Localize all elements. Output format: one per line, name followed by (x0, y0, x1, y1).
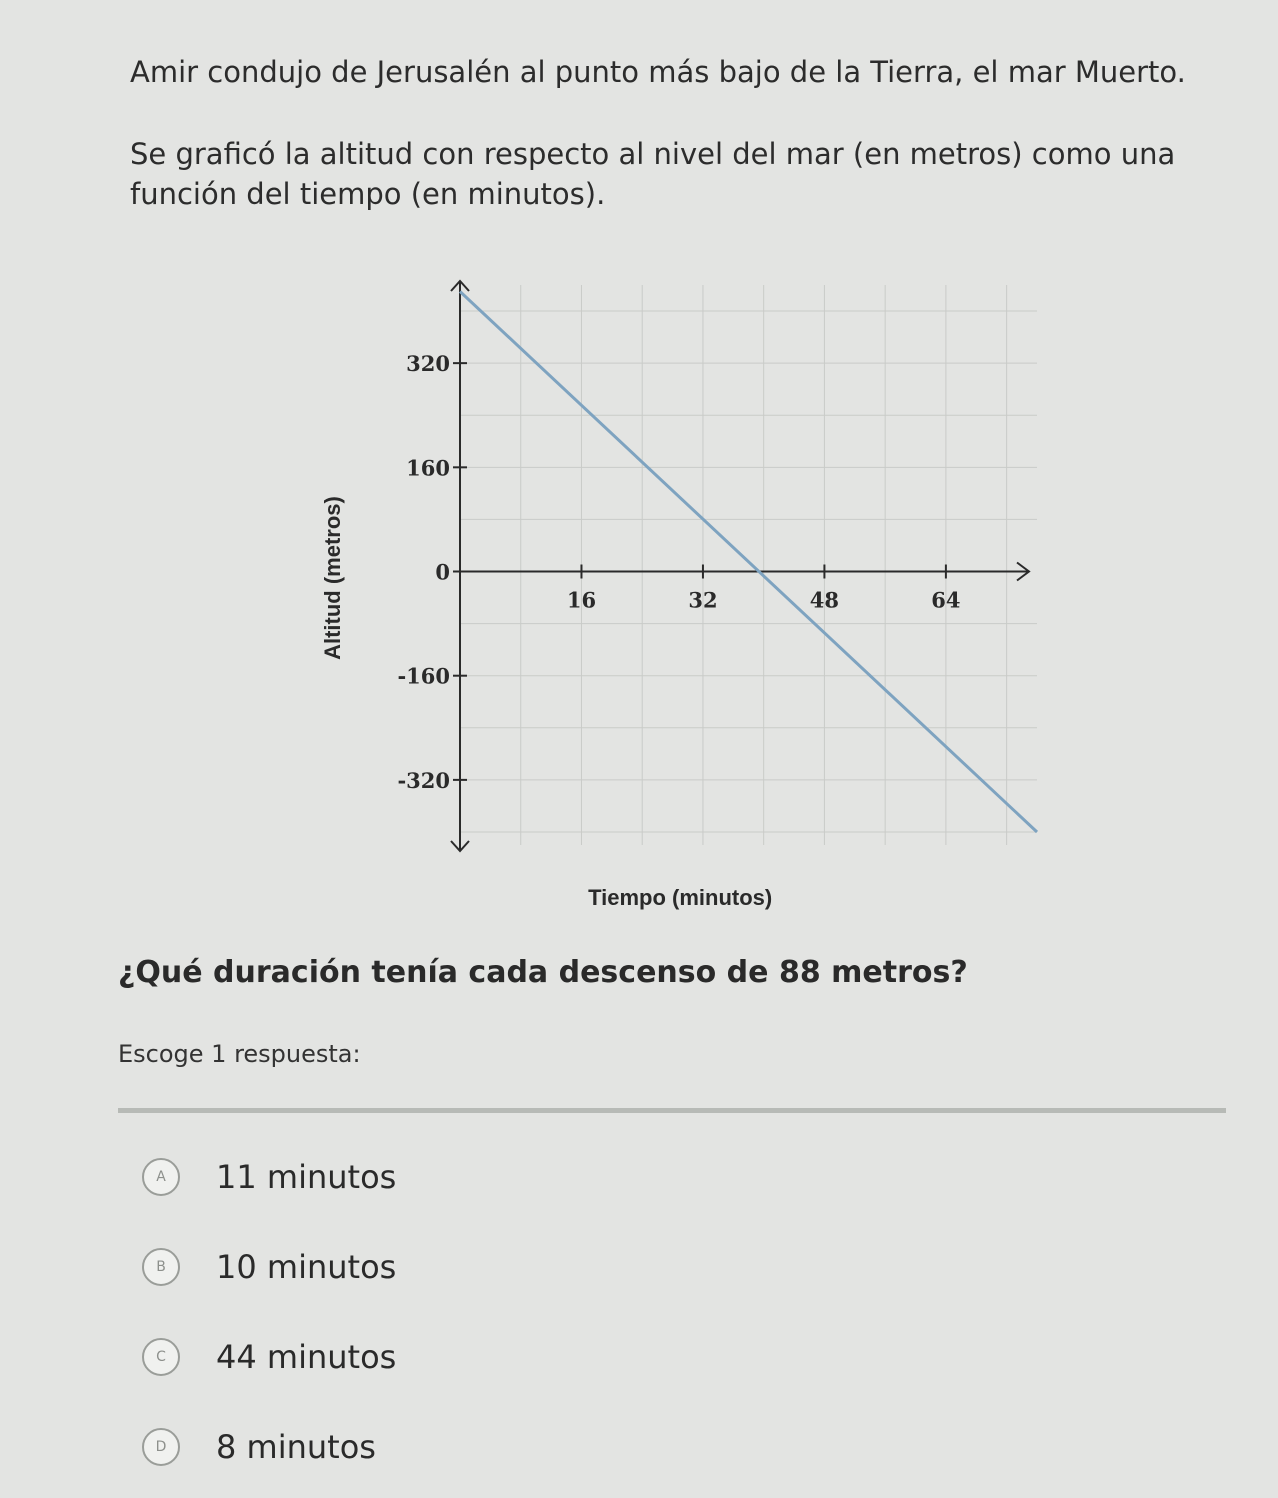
y-tick-label: 160 (406, 455, 450, 481)
intro-text-line2: Se graficó la altitud con respecto al nivel del mar (en metros) como una función del tiempo (en minutos). (130, 137, 1176, 211)
radio-button-a[interactable]: A (142, 1158, 180, 1196)
answer-options (142, 1132, 396, 1492)
x-axis-label: Tiempo (minutos) (588, 885, 773, 910)
option-d-label: 8 minutos (216, 1428, 376, 1466)
radio-button-d[interactable]: D (142, 1428, 180, 1466)
divider (118, 1108, 1226, 1113)
question-text: ¿Qué duración tenía cada descenso de 88 metros? (118, 955, 968, 990)
altitude-chart (300, 275, 1060, 935)
y-tick-label: -320 (397, 767, 450, 793)
option-b[interactable] (142, 1222, 396, 1312)
radio-button-b[interactable]: B (142, 1248, 180, 1286)
instruction-text: Escoge 1 respuesta: (118, 1040, 361, 1068)
intro-text-line1: Amir condujo de Jerusalén al punto más bajo de la Tierra, el mar Muerto. (130, 55, 1186, 89)
y-tick-label: -160 (397, 663, 450, 689)
y-tick-label: 0 (435, 559, 450, 585)
radio-button-c[interactable]: C (142, 1338, 180, 1376)
x-tick-label: 16 (566, 587, 597, 613)
option-b-label: 10 minutos (216, 1248, 397, 1286)
option-c-label: 44 minutos (216, 1338, 397, 1376)
y-axis-label: Altitud (metros) (320, 496, 345, 660)
option-d[interactable] (142, 1402, 396, 1492)
option-c[interactable] (142, 1312, 396, 1402)
option-a[interactable] (142, 1132, 396, 1222)
x-tick-label: 64 (931, 587, 961, 613)
x-tick-label: 48 (809, 587, 840, 613)
y-tick-label: 320 (406, 351, 450, 377)
x-tick-label: 32 (688, 587, 718, 613)
series-line (460, 292, 1037, 832)
option-a-label: 11 minutos (216, 1158, 397, 1196)
